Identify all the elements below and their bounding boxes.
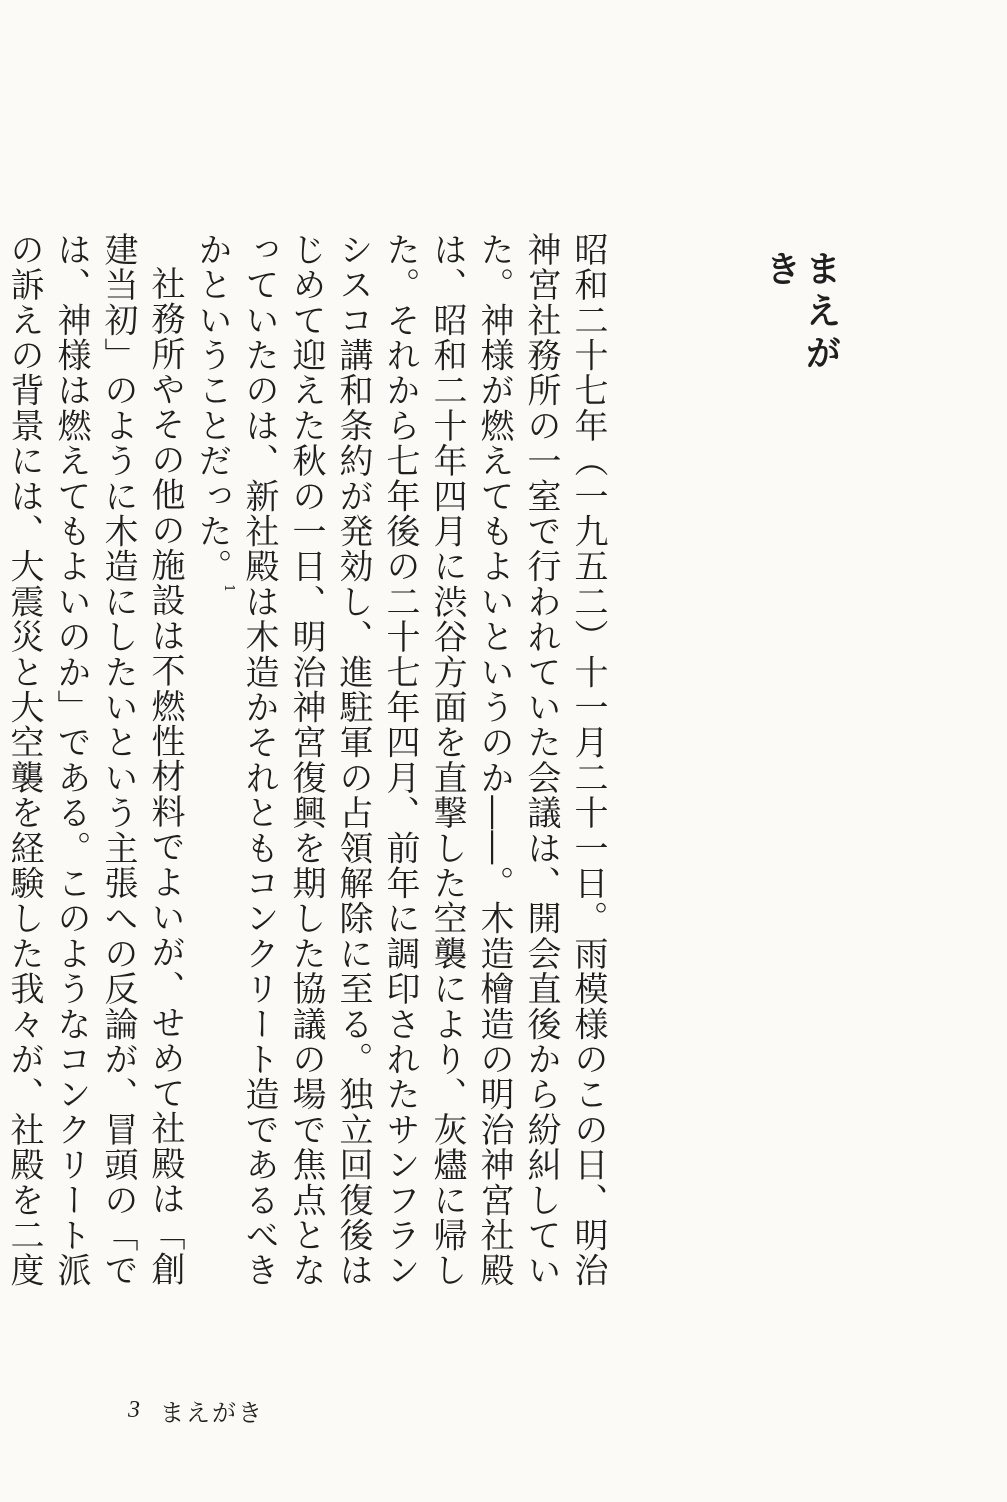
page-number: 3 — [128, 1396, 140, 1423]
running-head: まえがき — [160, 1398, 264, 1427]
footnote-marker: 1 — [221, 584, 236, 594]
paragraph-1 — [188, 232, 611, 1310]
chapter-title: まえがき — [760, 250, 842, 376]
paragraph-2: 社務所やその他の施設は不燃性材料でよいが、せめて社殿は「創建当初」のように木造にしたいという主張への反論が、冒頭の「では、神様は燃えてもよいのか」である。このようなコンクリート派の訴えの背景には、大震災と大空襲を経験した我々が、社殿を二度 — [4, 232, 185, 1288]
paragraph-1-text: 昭和二十七年（一九五二）十一月二十一日。雨模様のこの日、明治神宮社務所の一室で行われていた会議は、開会直後から紛糾していた。神様が燃えてもよいというのか――。木造檜造の明治神宮社殿は、昭和二十年四月に渋谷方面を直撃した空襲により、灰燼に帰した。それから七年後の二十七年四月、前年に調印されたサンフランシスコ講和条約が発効し、進駐軍の占領解除に至る。独立回復後はじめて迎えた秋の一日、明治神宮復興を期した協議の場で焦点となっていたのは、新社殿は木造かそれともコンクリート造であるべきかということだった。 — [192, 232, 608, 1288]
body-text — [4, 232, 611, 1310]
page-footer — [128, 1395, 264, 1425]
